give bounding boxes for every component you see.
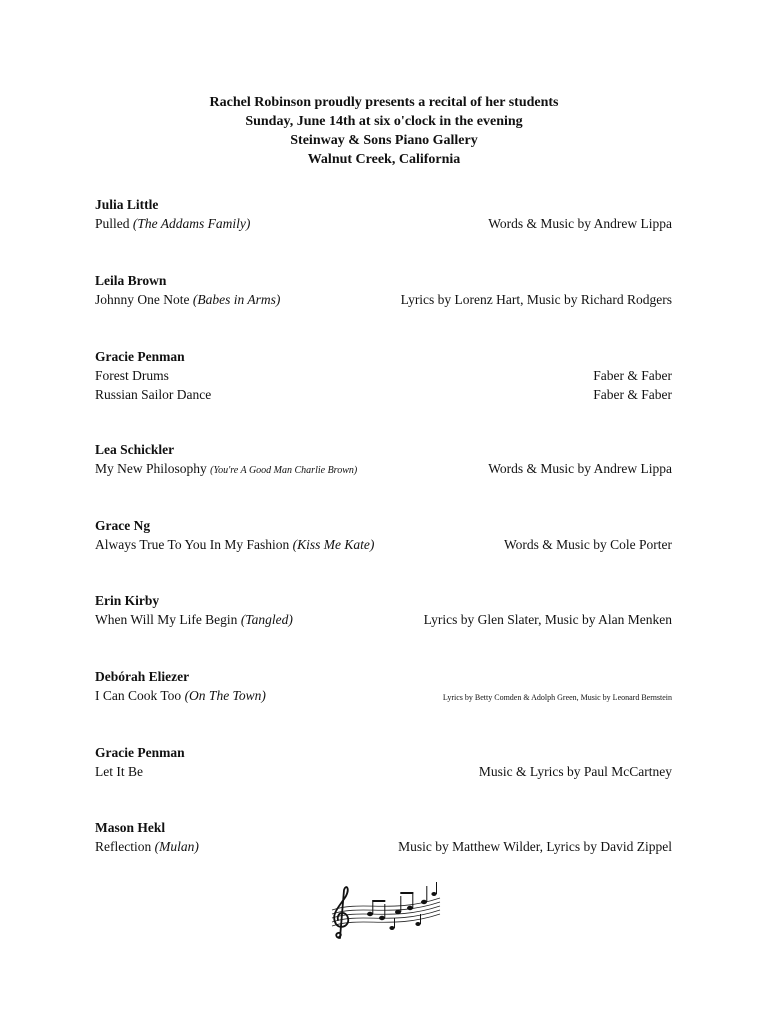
piece-row xyxy=(95,366,672,385)
piece-title-text: When Will My Life Begin xyxy=(95,612,238,627)
piece-title xyxy=(95,459,357,480)
piece-credit: Music by Matthew Wilder, Lyrics by David Zippel xyxy=(398,839,672,854)
piece-credit: Words & Music by Andrew Lippa xyxy=(488,216,672,231)
performer-name: Debórah Eliezer xyxy=(95,669,190,684)
show-name: (Mulan) xyxy=(154,839,199,854)
piece-credit: Words & Music by Cole Porter xyxy=(503,537,672,552)
performer-entry xyxy=(95,516,672,554)
header-line-venue: Steinway & Sons Piano Gallery xyxy=(290,133,478,148)
piece-title xyxy=(95,290,280,309)
performer-name: Lea Schickler xyxy=(95,442,175,457)
piece-row xyxy=(95,762,672,781)
piece-title: Forest Drums xyxy=(95,368,169,383)
performer-name: Mason Hekl xyxy=(95,820,166,835)
piece-credit: Faber & Faber xyxy=(593,387,672,402)
piece-credit: Lyrics by Lorenz Hart, Music by Richard Rodgers xyxy=(400,292,672,307)
piece-title-text: I Can Cook Too xyxy=(95,688,182,703)
piece-credit: Lyrics by Betty Comden & Adolph Green, Music by Leonard Bernstein xyxy=(442,693,672,702)
piece-row xyxy=(95,385,672,404)
show-name: (Kiss Me Kate) xyxy=(292,537,375,552)
piece-title xyxy=(95,610,293,629)
piece-row xyxy=(95,290,672,309)
header-line-presenter: Rachel Robinson proudly presents a recital of her students xyxy=(209,95,559,110)
performer-name: Leila Brown xyxy=(95,273,167,288)
music-staff-notes-icon xyxy=(322,880,446,942)
piece-title-text: Pulled xyxy=(95,216,130,231)
piece-title xyxy=(95,686,266,705)
show-name: (You're A Good Man Charlie Brown) xyxy=(210,465,358,476)
performer-entry xyxy=(95,667,672,707)
piece-credit: Faber & Faber xyxy=(593,368,672,383)
piece-title xyxy=(95,214,250,233)
performer-entry xyxy=(95,440,672,480)
piece-credit: Words & Music by Andrew Lippa xyxy=(488,461,672,476)
performer-name: Julia Little xyxy=(95,197,159,212)
piece-row xyxy=(95,214,672,233)
piece-title-text: Always True To You In My Fashion xyxy=(95,537,290,552)
piece-title xyxy=(95,535,374,554)
piece-title: Russian Sailor Dance xyxy=(95,387,212,402)
program-header xyxy=(0,93,768,169)
piece-title-text: Johnny One Note xyxy=(95,292,190,307)
performer-name: Erin Kirby xyxy=(95,593,160,608)
performer-entry xyxy=(95,271,672,309)
performer-name: Gracie Penman xyxy=(95,349,185,364)
show-name: (Tangled) xyxy=(240,612,293,627)
piece-title: Let It Be xyxy=(95,764,143,779)
piece-row xyxy=(95,535,672,554)
performer-entry xyxy=(95,743,672,781)
piece-row xyxy=(95,837,672,856)
piece-credit: Music & Lyrics by Paul McCartney xyxy=(478,764,672,779)
show-name: (The Addams Family) xyxy=(132,216,251,231)
header-line-date: Sunday, June 14th at six o'clock in the evening xyxy=(245,114,523,129)
piece-row xyxy=(95,686,672,707)
performer-entry xyxy=(95,347,672,404)
piece-credit: Lyrics by Glen Slater, Music by Alan Menken xyxy=(423,612,672,627)
performer-name: Gracie Penman xyxy=(95,745,185,760)
show-name: (Babes in Arms) xyxy=(192,292,281,307)
performer-name: Grace Ng xyxy=(95,518,151,533)
performer-entry xyxy=(95,195,672,233)
piece-title xyxy=(95,837,199,856)
piece-title-text: My New Philosophy xyxy=(95,461,207,476)
piece-row xyxy=(95,610,672,629)
performer-entry xyxy=(95,591,672,629)
show-name: (On The Town) xyxy=(184,688,266,703)
piece-row xyxy=(95,459,672,480)
header-line-location: Walnut Creek, California xyxy=(307,152,461,167)
piece-title-text: Reflection xyxy=(95,839,152,854)
performer-entry xyxy=(95,818,672,856)
